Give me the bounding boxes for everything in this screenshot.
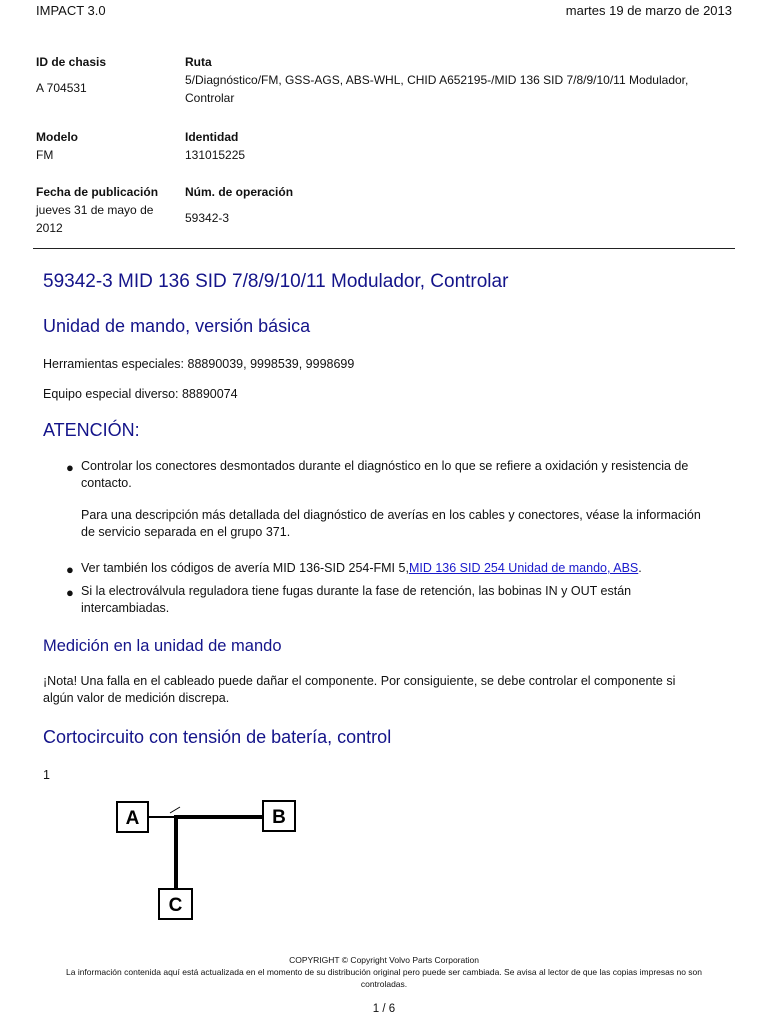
wiring-diagram [110, 795, 310, 925]
route-value-line1: 5/Diagnóstico/FM, GSS-AGS, ABS-WHL, CHID A652195-/MID 136 SID 7/8/9/10/11 Modulador, [185, 73, 689, 87]
switch-contact [170, 807, 180, 813]
opnum-label: Núm. de operación [185, 185, 294, 199]
identity-label: Identidad [185, 130, 239, 144]
pubdate-value-line2: 2012 [36, 221, 63, 235]
bullet-valve-line1: Si la electroválvula reguladora tiene fugas durante la fase de retención, las bobinas IN y OUT están [81, 584, 632, 598]
app-name: IMPACT 3.0 [36, 3, 106, 18]
bullet-valve-line2: intercambiadas. [81, 601, 170, 615]
footer-copyright: COPYRIGHT © Copyright Volvo Parts Corporation [289, 955, 479, 965]
page-number: 1 / 6 [372, 1003, 396, 1015]
attention-heading: ATENCIÓN: [43, 420, 140, 440]
paragraph-line1: Para una descripción más detallada del diagnóstico de averías en los cables y conectores, véase la información [81, 508, 701, 522]
short-circuit-heading: Cortocircuito con tensión de batería, control [43, 727, 392, 747]
print-date: martes 19 de marzo de 2013 [565, 3, 732, 18]
note-line2: algún valor de medición discrepa. [43, 691, 230, 705]
paragraph-line2: de servicio separada en el grupo 371. [81, 525, 291, 539]
pubdate-block [36, 183, 176, 237]
route-value-line2: Controlar [185, 91, 235, 105]
bullet-fault-text [81, 560, 642, 577]
pubdate-value-line1: jueves 31 de mayo de [36, 203, 154, 217]
model-block [36, 128, 176, 164]
chassis-label: ID de chasis [36, 55, 107, 69]
footer-disclaimer-line1: La información contenida aquí está actualizada en el momento de su distribución original pero puede ser cambiada. Se avisa al lector de que las copias impresas no son [66, 967, 702, 977]
bullet-text-line2: contacto. [81, 476, 132, 490]
route-label: Ruta [185, 55, 212, 69]
special-tools: Herramientas especiales: 88890039, 9998539, 9998699 [43, 357, 355, 371]
special-equipment: Equipo especial diverso: 88890074 [43, 387, 238, 401]
note-line1: ¡Nota! Una falla en el cableado puede dañar el componente. Por consiguiente, se debe controlar el componente si [43, 674, 676, 688]
bullet-dot-icon: ● [66, 460, 74, 475]
measure-heading: Medición en la unidad de mando [43, 637, 282, 655]
opnum-value: 59342-3 [185, 211, 230, 225]
box-c-label: C [168, 895, 183, 916]
bullet-dot-icon: ● [66, 562, 74, 577]
box-a-label: A [125, 808, 140, 829]
pubdate-label: Fecha de publicación [36, 185, 159, 199]
identity-block [185, 128, 735, 164]
note-paragraph [43, 673, 675, 707]
chassis-block [36, 53, 176, 97]
identity-value: 131015225 [185, 148, 246, 162]
route-block [185, 53, 735, 107]
fault-code-text: Ver también los códigos de avería MID 136-SID 254-FMI 5, [81, 561, 409, 575]
fault-code-link[interactable]: MID 136 SID 254 Unidad de mando, ABS [408, 561, 639, 575]
opnum-block [185, 183, 735, 227]
fault-code-period: . [638, 561, 642, 575]
model-label: Modelo [36, 130, 78, 144]
footer-disclaimer-line2: controladas. [360, 979, 408, 989]
chassis-value: A 704531 [36, 81, 87, 95]
bullet-dot-icon: ● [66, 585, 74, 600]
box-b-label: B [272, 807, 286, 828]
header-divider [33, 248, 735, 249]
model-value: FM [36, 148, 54, 162]
bullet-text-line1: Controlar los conectores desmontados durante el diagnóstico en lo que se refiere a oxidación y resistencia de [81, 459, 689, 473]
section-subtitle: Unidad de mando, versión básica [43, 316, 311, 336]
document-title: 59342-3 MID 136 SID 7/8/9/10/11 Modulador, Controlar [43, 271, 509, 292]
paragraph-cables [81, 507, 701, 541]
figure-number: 1 [43, 768, 50, 782]
